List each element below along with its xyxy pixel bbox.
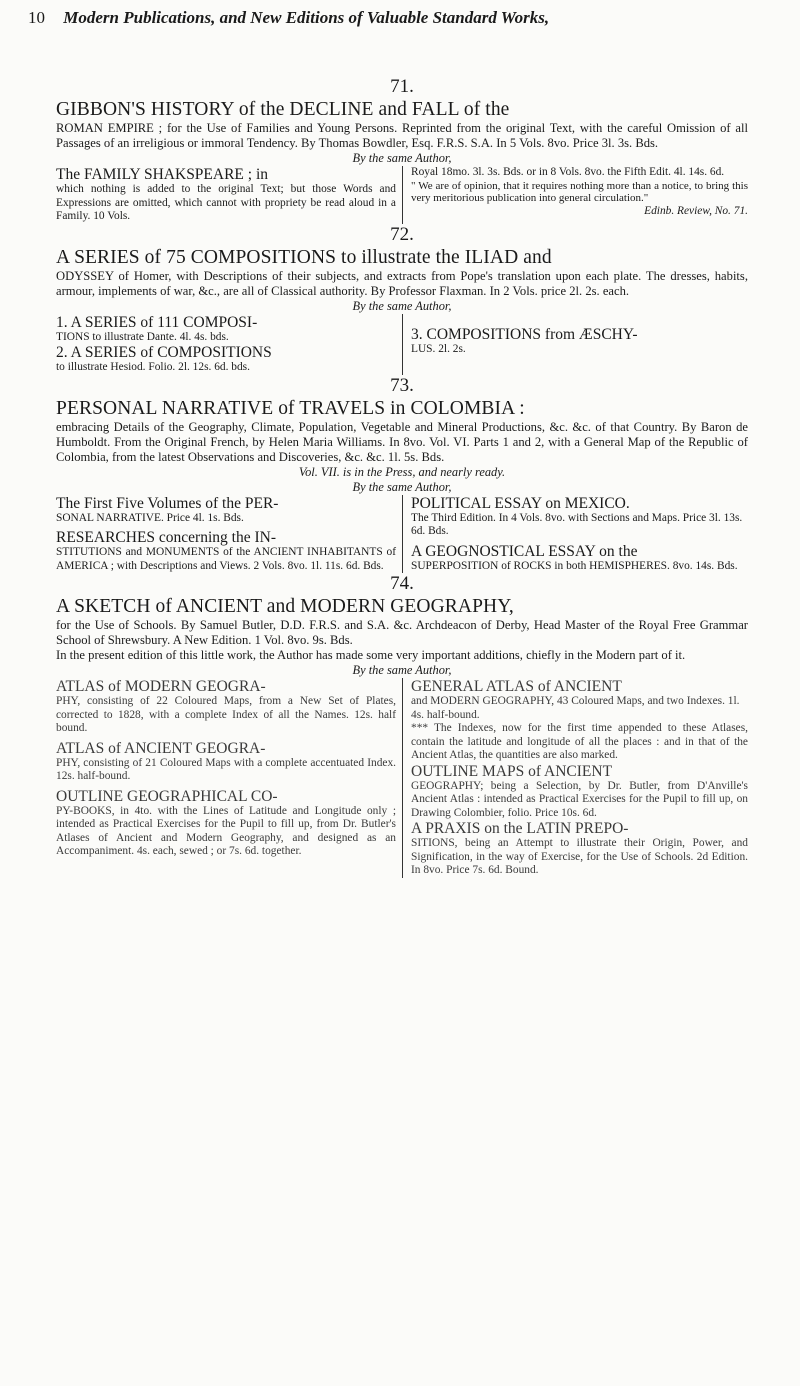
item-heading: OUTLINE GEOGRAPHICAL CO- — [56, 787, 278, 805]
byline: By the same Author, — [352, 151, 452, 165]
catalogue-column — [56, 76, 748, 878]
two-column-block — [56, 314, 748, 375]
press-note: Vol. VII. is in the Press, and nearly ready. — [298, 464, 506, 479]
item-heading: RESEARCHES concerning the IN- — [56, 529, 276, 546]
entry-text: embracing Details of the Geography, Climate, Population, Vegetable and Mineral Productions, &c. &c. of that Country. By Baron de Humboldt. From the Original French, by Helen Maria Williams. In 8vo. Vol. VI. Parts 1 and 2, with a General Map of the Republic of Colombia, from the latest Observations and Discoveries, &c. &c. 1l. 5s. Bds. — [56, 419, 748, 464]
byline: By the same Author, — [352, 298, 452, 313]
entry-heading: A SERIES of 75 COMPOSITIONS to illustrate the ILIAD and — [56, 246, 552, 268]
item-heading: ATLAS of MODERN GEOGRA- — [56, 678, 266, 695]
entry-text: ODYSSEY of Homer, with Descriptions of their subjects, and extracts from Pope's translation upon each plate. The dresses, habits, armour, implements of war, &c., are all of Classical authority. By Professor Flaxman. In 2 Vols. price 2l. 2s. each. — [56, 268, 748, 298]
running-head — [28, 6, 788, 30]
item-heading: OUTLINE MAPS of ANCIENT — [411, 762, 613, 780]
entry-number: 72. — [390, 223, 414, 245]
entry-number: 71. — [390, 76, 414, 97]
right-column — [402, 314, 748, 375]
byline: By the same Author, — [352, 663, 452, 677]
item-heading: The First Five Volumes of the PER- — [56, 494, 279, 512]
two-column-block — [56, 495, 748, 574]
item-heading: A PRAXIS on the LATIN PREPO- — [411, 820, 629, 837]
item-text: GEOGRAPHY; being a Selection, by Dr. Butler, from D'Anville's Ancient Atlas : intended as Practical Exercises for the Pupil to fill up, on Drawing Colombier, folio. Price 10s. 6d. — [411, 779, 748, 819]
item-note: *** The Indexes, now for the first time appended to these Atlases, contain the latitude and longitude of all the places : and in that of the Ancient Atlas, the quantities are also marked. — [411, 722, 748, 761]
item-heading: The FAMILY SHAKSPEARE ; in — [56, 166, 269, 183]
right-column — [402, 678, 748, 878]
right-column — [402, 495, 748, 574]
review-quote: " We are of opinion, that it requires nothing more than a notice, to bring this very meritorious publication into general circulation." — [411, 179, 748, 204]
entry-74 — [56, 573, 748, 878]
item-text: SUPERPOSITION of ROCKS in both HEMISPHERES. 8vo. 14s. Bds. — [411, 559, 738, 572]
item-heading: GENERAL ATLAS of ANCIENT — [411, 678, 622, 695]
two-column-block — [56, 678, 748, 878]
entry-text: for the Use of Schools. By Samuel Butler, D.D. F.R.S. and S.A. &c. Archdeacon of Derby, Head Master of the Royal Free Grammar School of Shrewsbury. A New Edition. 1 Vol. 8vo. 9s. Bds. — [56, 618, 748, 647]
item-text: TIONS to illustrate Dante. 4l. 4s. bds. — [56, 330, 229, 343]
two-column-block — [56, 166, 748, 224]
running-title: Modern Publications, and New Editions of Valuable Standard Works, — [63, 8, 550, 27]
byline: By the same Author, — [352, 479, 452, 494]
item-text: SONAL NARRATIVE. Price 4l. 1s. Bds. — [56, 511, 244, 524]
left-column — [56, 495, 402, 574]
item-text: and MODERN GEOGRAPHY, 43 Coloured Maps, and two Indexes. 1l. 4s. half-bound. — [411, 695, 740, 721]
item-text: PHY, consisting of 21 Coloured Maps with a complete accentuated Index. 12s. half-bound. — [56, 756, 396, 782]
entry-note: In the present edition of this little work, the Author has made some very important additions, chiefly in the Modern part of it. — [56, 648, 686, 662]
item-heading: POLITICAL ESSAY on MEXICO. — [411, 494, 630, 512]
left-column — [56, 678, 402, 878]
page-number: 10 — [28, 8, 45, 27]
item-text: PY-BOOKS, in 4to. with the Lines of Latitude and Longitude only ; intended as Practical Exercises for the Pupil to fill up, from Dr. Butler's Atlases of Ancient and Modern Geography, and designed as an Accompaniment. 4s. each, sewed ; or 7s. 6d. together. — [56, 804, 396, 857]
item-heading: 1. A SERIES of 111 COMPOSI- — [56, 313, 258, 331]
entry-heading: GIBBON'S HISTORY of the DECLINE and FALL of the — [56, 99, 510, 120]
item-text: LUS. 2l. 2s. — [411, 342, 466, 355]
item-text: to illustrate Hesiod. Folio. 2l. 12s. 6d. bds. — [56, 361, 250, 373]
item-text: SITIONS, being an Attempt to illustrate their Origin, Power, and Signification, in the way of Exercise, for the Use of Schools. 2d Edition. In 8vo. Price 7s. 6d. Bound. — [411, 837, 748, 876]
review-source: Edinb. Review, No. 71. — [644, 204, 748, 217]
item-text: which nothing is added to the original Text; but those Words and Expressions are omitted, which cannot with propriety be read aloud in a Family. 10 Vols. — [56, 183, 396, 222]
item-text: Royal 18mo. 3l. 3s. Bds. or in 8 Vols. 8vo. the Fifth Edit. 4l. 14s. 6d. — [411, 166, 725, 178]
entry-72 — [56, 224, 748, 375]
item-heading: 2. A SERIES of COMPOSITIONS — [56, 344, 272, 361]
entry-heading: PERSONAL NARRATIVE of TRAVELS in COLOMBIA : — [56, 397, 525, 419]
entry-number: 73. — [390, 374, 414, 396]
item-heading: 3. COMPOSITIONS from ÆSCHY- — [411, 325, 638, 343]
entry-71 — [56, 76, 748, 224]
entry-text: ROMAN EMPIRE ; for the Use of Families and Young Persons. Reprinted from the original Text, with the careful Omission of all Passages of an irreligious or immoral Tendency. By Thomas Bowdler, Esq. F.R.S. S.A. In 5 Vols. 8vo. Price 3l. 3s. Bds. — [56, 121, 748, 150]
item-text: STITUTIONS and MONUMENTS of the ANCIENT INHABITANTS of AMERICA ; with Descriptions and Views. 2 Vols. 8vo. 1l. 11s. 6d. Bds. — [56, 546, 396, 572]
item-text: The Third Edition. In 4 Vols. 8vo. with Sections and Maps. Price 3l. 13s. 6d. Bds. — [411, 511, 743, 537]
left-column — [56, 314, 402, 375]
right-column — [402, 166, 748, 224]
item-heading: A GEOGNOSTICAL ESSAY on the — [411, 542, 638, 560]
entry-number: 74. — [390, 573, 414, 594]
entry-heading: A SKETCH of ANCIENT and MODERN GEOGRAPHY, — [56, 596, 514, 617]
entry-73 — [56, 375, 748, 574]
item-heading: ATLAS of ANCIENT GEOGRA- — [56, 739, 266, 757]
item-text: PHY, consisting of 22 Coloured Maps, from a New Set of Plates, corrected to 1828, with a complete Index of all the Names. 12s. half bound. — [56, 695, 396, 734]
left-column — [56, 166, 402, 224]
